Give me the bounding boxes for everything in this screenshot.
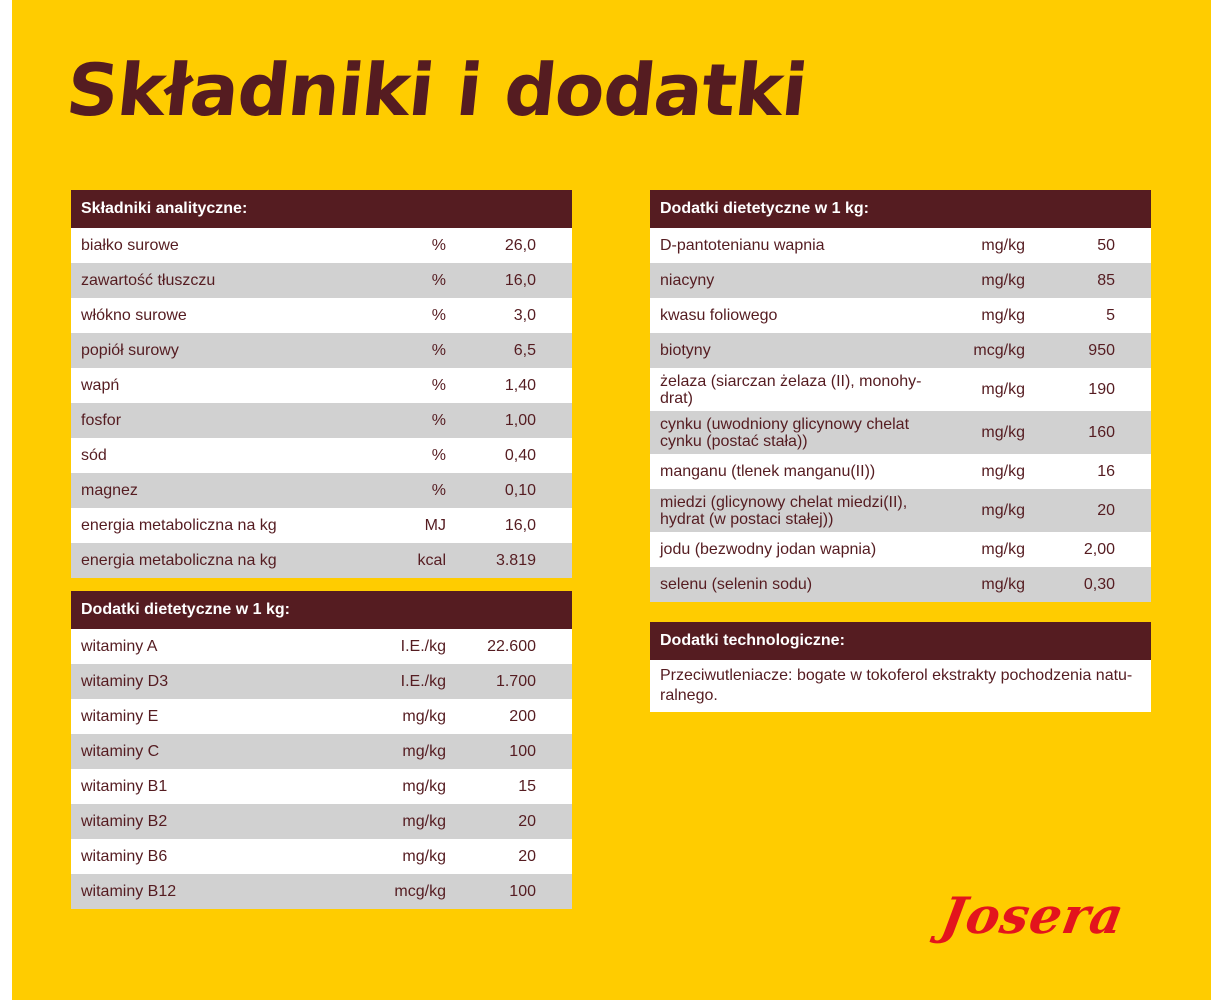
row-unit: mcg/kg [394,882,446,900]
table-row [650,368,1151,411]
row-name: niacyny [660,272,715,289]
row-name: selenu (selenin sodu) [660,576,813,593]
row-unit: mg/kg [981,501,1025,519]
row-value: 16,0 [504,516,536,534]
row-unit: % [431,306,446,324]
vitamins-table [71,591,572,909]
table-row [650,567,1151,602]
table-row [71,734,572,769]
row-value: 22.600 [487,637,536,655]
row-name: miedzi (glicynowy chelat miedzi(II), hydrat (w postaci stałej)) [660,493,908,528]
row-unit: kcal [417,551,446,569]
analytic-rows [71,228,572,578]
row-value: 3.819 [495,551,536,569]
table-row [71,368,572,403]
row-unit: mg/kg [402,777,446,795]
row-unit: % [431,341,446,359]
row-value: 6,5 [513,341,536,359]
row-value: 20 [1097,501,1115,519]
row-unit: % [431,376,446,394]
row-value: 190 [1088,380,1115,398]
minerals-table [650,190,1151,602]
row-value: 0,10 [504,481,536,499]
row-name: biotyny [660,342,711,359]
table-row [71,228,572,263]
row-unit: I.E./kg [400,637,446,655]
analytic-table-header: Składniki analityczne: [71,190,572,228]
row-name: jodu (bezwodny jodan wapnia) [660,541,877,558]
table-row [71,473,572,508]
row-value: 1,00 [504,411,536,429]
table-row [71,839,572,874]
row-value: 1.700 [495,672,536,690]
row-name: energia metaboliczna na kg [81,552,277,569]
table-row [71,333,572,368]
row-unit: mg/kg [981,462,1025,480]
row-value: 1,40 [504,376,536,394]
row-value: 160 [1088,423,1115,441]
row-unit: I.E./kg [400,672,446,690]
row-name: kwasu foliowego [660,307,778,324]
row-unit: mcg/kg [973,341,1025,359]
row-value: 3,0 [513,306,536,324]
row-name: zawartość tłuszczu [81,272,216,289]
row-unit: mg/kg [981,575,1025,593]
row-name: witaminy B1 [81,778,168,795]
row-value: 200 [509,707,536,725]
table-row [71,298,572,333]
row-value: 26,0 [504,236,536,254]
table-row [650,263,1151,298]
row-value: 100 [509,742,536,760]
table-row [650,532,1151,567]
analytic-table [71,190,572,578]
row-value: 0,30 [1083,575,1115,593]
row-name: sód [81,447,107,464]
row-name: witaminy C [81,743,160,760]
row-name: wapń [81,377,120,394]
table-row [650,333,1151,368]
minerals-table-header: Dodatki dietetyczne w 1 kg: [650,190,1151,228]
table-row [71,804,572,839]
table-row [71,403,572,438]
row-name: D-pantotenianu wapnia [660,237,825,254]
table-row [650,454,1151,489]
row-value: 20 [518,847,536,865]
row-name: białko surowe [81,237,179,254]
row-value: 2,00 [1083,540,1115,558]
row-name: witaminy D3 [81,673,169,690]
technological-table-header: Dodatki technologiczne: [650,622,1151,660]
row-unit: mg/kg [402,742,446,760]
row-name: włókno surowe [81,307,187,324]
table-row [71,438,572,473]
row-unit: % [431,411,446,429]
row-unit: mg/kg [981,540,1025,558]
table-row [71,263,572,298]
row-name: cynku (uwodniony glicynowy chelat cynku (postać stała)) [660,415,910,450]
table-row [650,228,1151,263]
row-name: popiół surowy [81,342,179,359]
row-unit: % [431,236,446,254]
table-row [71,508,572,543]
table-row [71,543,572,578]
row-unit: mg/kg [402,847,446,865]
table-row [71,664,572,699]
vitamins-table-header: Dodatki dietetyczne w 1 kg: [71,591,572,629]
table-row [71,629,572,664]
row-value: 50 [1097,236,1115,254]
row-unit: mg/kg [981,271,1025,289]
row-value: 0,40 [504,446,536,464]
row-name: magnez [81,482,138,499]
technological-table [650,622,1151,712]
row-name: manganu (tlenek manganu(II)) [660,463,876,480]
row-unit: mg/kg [981,423,1025,441]
row-value: 16,0 [504,271,536,289]
row-unit: % [431,446,446,464]
row-value: 16 [1097,462,1115,480]
row-unit: mg/kg [402,707,446,725]
row-value: 20 [518,812,536,830]
row-name: żelaza (siarczan żelaza (II), monohy-drat) [660,372,922,407]
row-value: 5 [1106,306,1115,324]
vitamins-rows [71,629,572,909]
row-unit: mg/kg [981,380,1025,398]
row-unit: mg/kg [402,812,446,830]
technological-text: Przeciwutleniacze: bogate w tokoferol ekstrakty pochodzenia natu-ralnego. [650,660,1151,712]
row-name: witaminy B6 [81,848,168,865]
table-row [650,489,1151,532]
row-unit: % [431,481,446,499]
table-row [71,769,572,804]
row-name: witaminy A [81,638,158,655]
row-name: witaminy B2 [81,813,168,830]
row-name: witaminy E [81,708,159,725]
table-row [71,874,572,909]
row-unit: MJ [424,516,446,534]
page-background [12,0,1211,1000]
row-value: 950 [1088,341,1115,359]
row-unit: mg/kg [981,306,1025,324]
row-unit: mg/kg [981,236,1025,254]
row-value: 85 [1097,271,1115,289]
josera-logo: Josera [936,886,1129,945]
table-row [650,411,1151,454]
row-value: 100 [509,882,536,900]
page-title: Składniki i dodatki [62,48,811,132]
row-unit: % [431,271,446,289]
minerals-rows [650,228,1151,602]
row-value: 15 [518,777,536,795]
table-row [71,699,572,734]
row-name: witaminy B12 [81,883,177,900]
row-name: fosfor [81,412,122,429]
table-row [650,298,1151,333]
row-name: energia metaboliczna na kg [81,517,277,534]
